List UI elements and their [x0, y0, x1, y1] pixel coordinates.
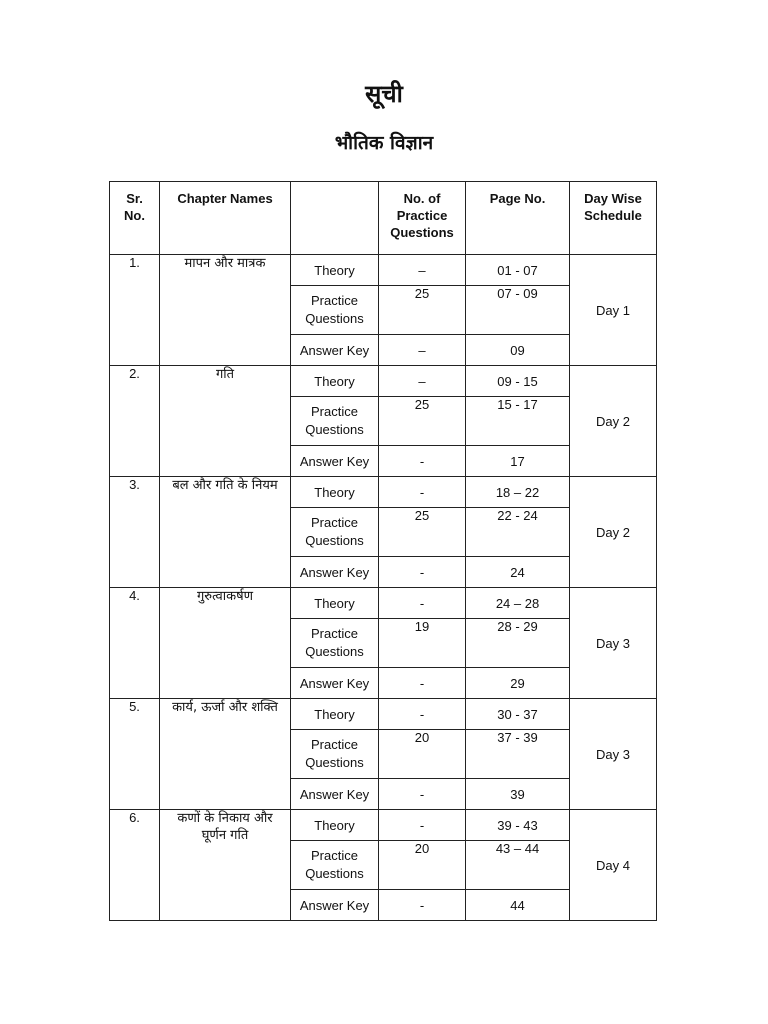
page-range-cell: 44: [466, 890, 570, 921]
header-day-schedule: Day Wise Schedule: [570, 182, 657, 255]
type-cell: Theory: [291, 588, 379, 619]
chapter-name-cell: गुरुत्वाकर्षण: [160, 588, 291, 699]
day-schedule-cell: Day 3: [570, 699, 657, 810]
day-schedule-cell: Day 2: [570, 477, 657, 588]
table-row-theory: [110, 699, 657, 730]
type-cell: Practice Questions: [291, 730, 379, 779]
type-cell: Practice Questions: [291, 619, 379, 668]
sr-no-cell: 6.: [110, 810, 160, 921]
page-range-cell: 09 - 15: [466, 366, 570, 397]
questions-cell: 25: [379, 397, 466, 446]
page-range-cell: 07 - 09: [466, 286, 570, 335]
header-chapter-names: Chapter Names: [160, 182, 291, 255]
chapter-name-cell: बल और गति के नियम: [160, 477, 291, 588]
questions-cell: -: [379, 668, 466, 699]
type-cell: Answer Key: [291, 446, 379, 477]
questions-cell: -: [379, 477, 466, 508]
header-page-no: Page No.: [466, 182, 570, 255]
chapter-name-cell: कार्य, ऊर्जा और शक्ति: [160, 699, 291, 810]
chapter-name-cell: कणों के निकाय और घूर्णन गति: [160, 810, 291, 921]
type-cell: Theory: [291, 699, 379, 730]
questions-cell: -: [379, 557, 466, 588]
day-schedule-cell: Day 4: [570, 810, 657, 921]
sr-no-cell: 3.: [110, 477, 160, 588]
page-range-cell: 17: [466, 446, 570, 477]
questions-cell: -: [379, 699, 466, 730]
day-schedule-cell: Day 1: [570, 255, 657, 366]
page-range-cell: 30 - 37: [466, 699, 570, 730]
page-range-cell: 28 - 29: [466, 619, 570, 668]
page-range-cell: 39 - 43: [466, 810, 570, 841]
sr-no-cell: 4.: [110, 588, 160, 699]
questions-cell: -: [379, 810, 466, 841]
sr-no-cell: 1.: [110, 255, 160, 366]
type-cell: Answer Key: [291, 557, 379, 588]
contents-table: [109, 181, 657, 921]
questions-cell: -: [379, 890, 466, 921]
sr-no-cell: 5.: [110, 699, 160, 810]
day-schedule-cell: Day 3: [570, 588, 657, 699]
type-cell: Practice Questions: [291, 508, 379, 557]
page-range-cell: 09: [466, 335, 570, 366]
type-cell: Answer Key: [291, 779, 379, 810]
type-cell: Practice Questions: [291, 841, 379, 890]
type-cell: Practice Questions: [291, 397, 379, 446]
page-range-cell: 22 - 24: [466, 508, 570, 557]
table-row-theory: [110, 810, 657, 841]
header-practice-questions: No. of Practice Questions: [379, 182, 466, 255]
header-sr-no: Sr. No.: [110, 182, 160, 255]
questions-cell: 20: [379, 841, 466, 890]
table-row-theory: [110, 366, 657, 397]
chapter-name-cell: मापन और मात्रक: [160, 255, 291, 366]
questions-cell: 20: [379, 730, 466, 779]
type-cell: Theory: [291, 255, 379, 286]
page-range-cell: 37 - 39: [466, 730, 570, 779]
questions-cell: –: [379, 335, 466, 366]
type-cell: Theory: [291, 477, 379, 508]
page-title: सूची: [365, 80, 403, 108]
type-cell: Answer Key: [291, 335, 379, 366]
page-range-cell: 24: [466, 557, 570, 588]
sr-no-cell: 2.: [110, 366, 160, 477]
table-row-theory: [110, 255, 657, 286]
page-range-cell: 29: [466, 668, 570, 699]
table-header-row: [110, 182, 657, 255]
page-range-cell: 18 – 22: [466, 477, 570, 508]
table-row-theory: [110, 477, 657, 508]
chapter-name-cell: गति: [160, 366, 291, 477]
questions-cell: 25: [379, 508, 466, 557]
type-cell: Answer Key: [291, 668, 379, 699]
questions-cell: -: [379, 779, 466, 810]
page-subtitle: भौतिक विज्ञान: [334, 132, 434, 154]
table-body: [110, 255, 657, 921]
page-range-cell: 01 - 07: [466, 255, 570, 286]
questions-cell: –: [379, 366, 466, 397]
questions-cell: -: [379, 446, 466, 477]
questions-cell: –: [379, 255, 466, 286]
page-range-cell: 15 - 17: [466, 397, 570, 446]
page-range-cell: 39: [466, 779, 570, 810]
table-row-theory: [110, 588, 657, 619]
page-range-cell: 43 – 44: [466, 841, 570, 890]
questions-cell: -: [379, 588, 466, 619]
page-range-cell: 24 – 28: [466, 588, 570, 619]
type-cell: Theory: [291, 366, 379, 397]
questions-cell: 25: [379, 286, 466, 335]
type-cell: Theory: [291, 810, 379, 841]
questions-cell: 19: [379, 619, 466, 668]
header-type: [291, 182, 379, 255]
type-cell: Answer Key: [291, 890, 379, 921]
type-cell: Practice Questions: [291, 286, 379, 335]
day-schedule-cell: Day 2: [570, 366, 657, 477]
